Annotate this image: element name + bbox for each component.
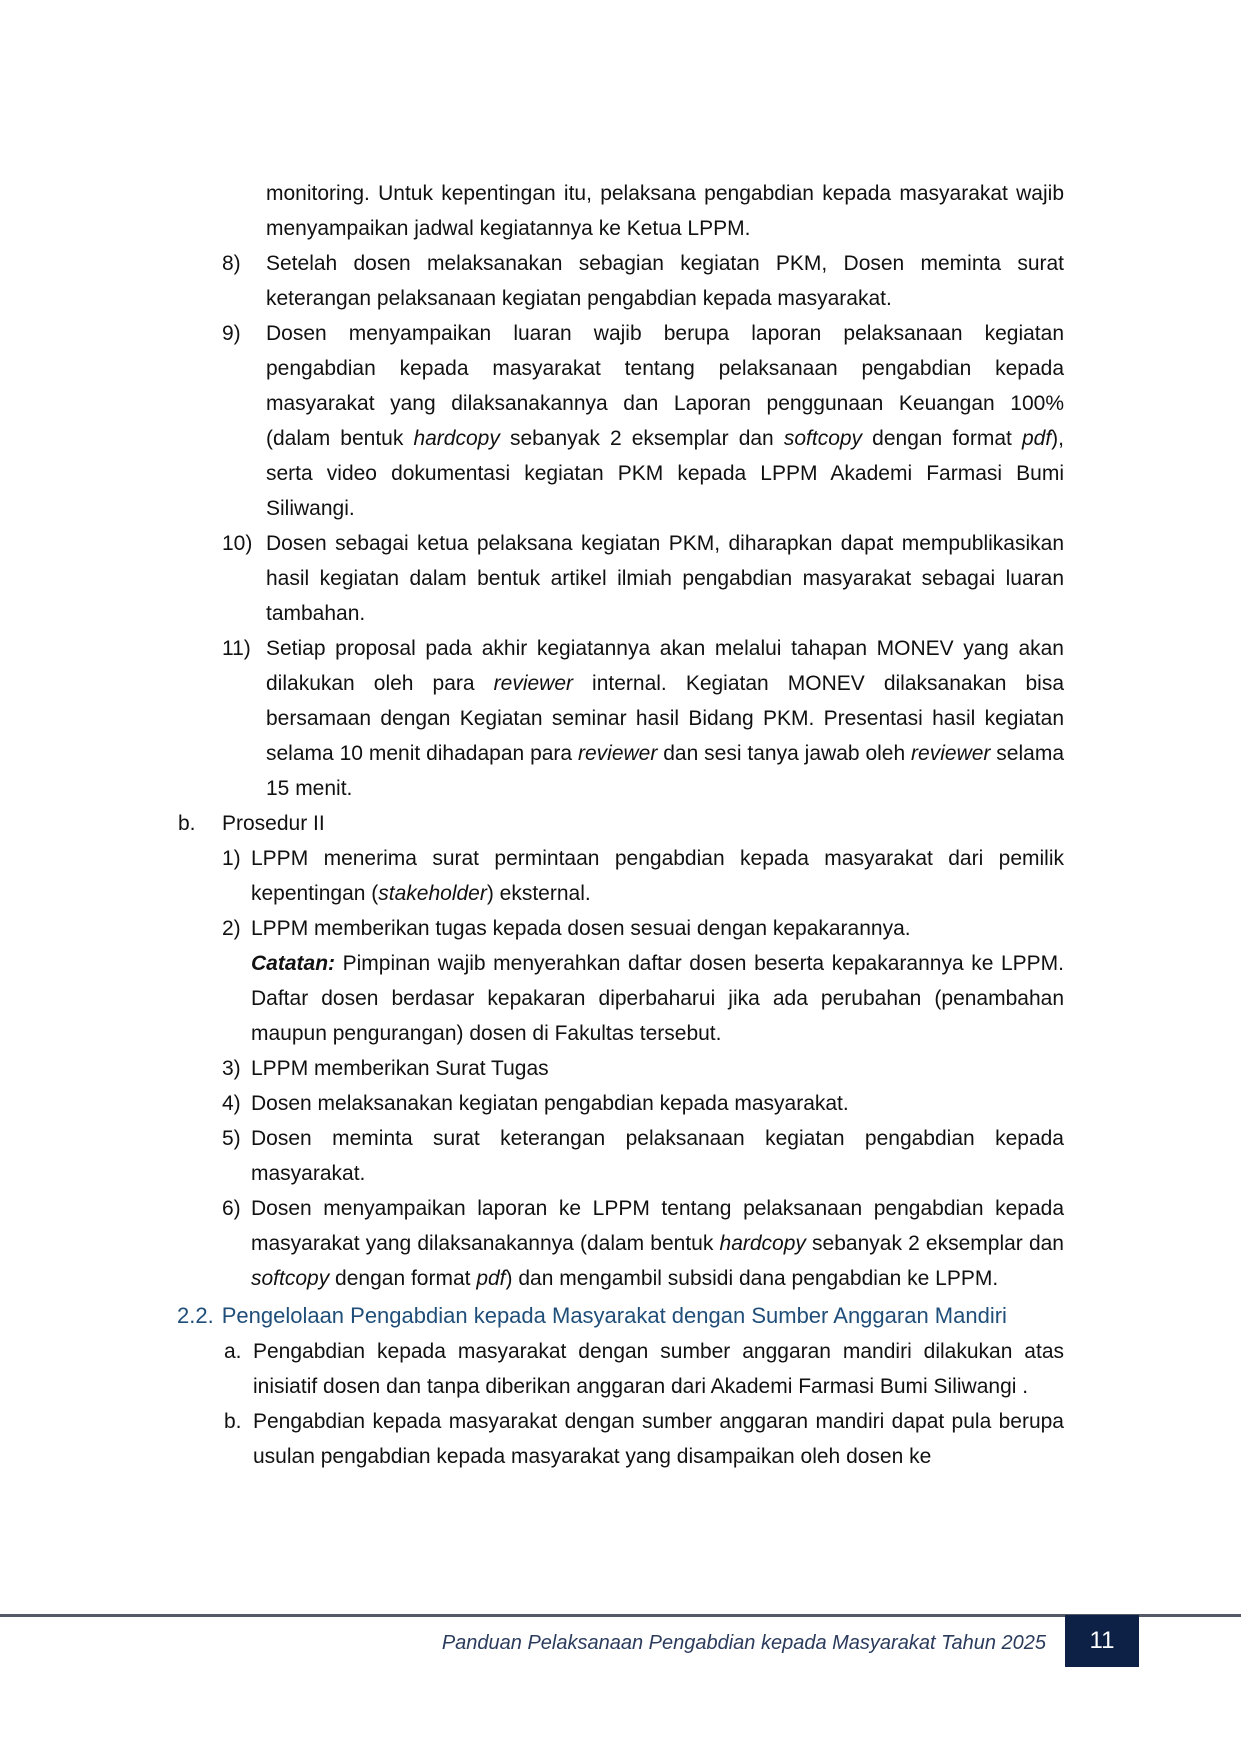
note-label: Catatan: bbox=[251, 952, 336, 975]
item-text: Setiap proposal pada akhir kegiatannya akan melalui tahapan MONEV yang akan dilakukan oleh para bbox=[266, 637, 1064, 695]
italic-term: reviewer bbox=[578, 742, 658, 765]
footer-divider bbox=[0, 1614, 1241, 1617]
item-number: 6) bbox=[222, 1197, 241, 1220]
item-text: Dosen meminta surat keterangan pelaksanaan kegiatan pengabdian kepada masyarakat. bbox=[251, 1127, 1064, 1185]
item-text: Dosen melaksanakan kegiatan pengabdian kepada masyarakat. bbox=[251, 1092, 849, 1115]
italic-term: softcopy bbox=[783, 427, 863, 450]
item-text: ), serta video dokumentasi kegiatan PKM kepada LPPM Akademi Farmasi Bumi Siliwangi. bbox=[266, 427, 1064, 520]
item-number: 11) bbox=[222, 637, 251, 660]
item-text: sebanyak 2 eksemplar dan bbox=[805, 1232, 1064, 1255]
item-text: dengan format bbox=[329, 1267, 477, 1290]
note-text: Pimpinan wajib menyerahkan daftar dosen beserta kepakarannya ke LPPM. Daftar dosen berdasar kepakaran diperbaharui jika ada perubahan (penambahan maupun pengurangan) dosen di Fakultas tersebut. bbox=[251, 952, 1064, 1045]
italic-term: reviewer bbox=[911, 742, 991, 765]
item-number: 3) bbox=[222, 1057, 241, 1080]
item-text: Dosen menyampaikan luaran wajib berupa laporan pelaksanaan kegiatan pengabdian kepada masyarakat tentang pelaksanaan pengabdian kepada masyarakat yang dilaksanakannya dan Laporan penggunaan Keuangan 100% (dalam bentuk bbox=[266, 322, 1064, 450]
item-text: LPPM memberikan tugas kepada dosen sesuai dengan kepakarannya. bbox=[251, 917, 911, 940]
heading-text: Pengelolaan Pengabdian kepada Masyarakat dengan Sumber Anggaran Mandiri bbox=[221, 1303, 1007, 1328]
item-number: 4) bbox=[222, 1092, 241, 1115]
item-text: Dosen sebagai ketua pelaksana kegiatan PKM, diharapkan dapat mempublikasikan hasil kegiatan dalam bentuk artikel ilmiah pengabdian masyarakat sebagai luaran tambahan. bbox=[266, 532, 1064, 625]
procedure-item-5 bbox=[222, 1121, 1064, 1191]
item-number: b. bbox=[178, 812, 196, 835]
item-text: selama 15 menit. bbox=[266, 742, 1064, 800]
item-number: 2) bbox=[222, 917, 241, 940]
subsection-item-a bbox=[224, 1334, 1064, 1404]
item-text: LPPM menerima surat permintaan pengabdian kepada masyarakat dari pemilik kepentingan ( bbox=[251, 847, 1064, 905]
procedure-item-3 bbox=[222, 1051, 1064, 1086]
italic-term: stakeholder bbox=[378, 882, 487, 905]
subsection-item-b bbox=[224, 1404, 1064, 1474]
page-content bbox=[0, 176, 1241, 1474]
item-text: Pengabdian kepada masyarakat dengan sumber anggaran mandiri dapat pula berupa usulan pengabdian kepada masyarakat yang disampaikan oleh dosen ke bbox=[253, 1410, 1064, 1468]
procedure-item-1 bbox=[222, 841, 1064, 911]
item-number: b. bbox=[224, 1410, 242, 1433]
item-text: LPPM memberikan Surat Tugas bbox=[251, 1057, 549, 1080]
item-text: ) eksternal. bbox=[486, 882, 591, 905]
italic-term: hardcopy bbox=[413, 427, 500, 450]
italic-term: softcopy bbox=[251, 1267, 330, 1290]
footer-title: Panduan Pelaksanaan Pengabdian kepada Masyarakat Tahun 2025 bbox=[441, 1632, 1046, 1654]
list-item-10 bbox=[222, 526, 1064, 631]
section-title: Prosedur II bbox=[222, 812, 325, 835]
item-number: 1) bbox=[222, 847, 241, 870]
list-item-8 bbox=[222, 246, 1064, 316]
italic-term: pdf bbox=[1021, 427, 1052, 450]
item-number: 5) bbox=[222, 1127, 241, 1150]
italic-term: reviewer bbox=[493, 672, 573, 695]
item-number: 10) bbox=[222, 532, 253, 555]
item-text: dengan format bbox=[862, 427, 1022, 450]
list-item-continuation bbox=[266, 176, 1064, 246]
item-text: Dosen menyampaikan laporan ke LPPM tentang pelaksanaan pengabdian kepada masyarakat yang dilaksanakannya (dalam bentuk bbox=[251, 1197, 1064, 1255]
item-text: dan sesi tanya jawab oleh bbox=[657, 742, 912, 765]
item-text: ) dan mengambil subsidi dana pengabdian ke LPPM. bbox=[505, 1267, 999, 1290]
procedure-item-4 bbox=[222, 1086, 1064, 1121]
list-item-11 bbox=[222, 631, 1065, 806]
heading-number: 2.2. bbox=[177, 1303, 214, 1328]
item-text: monitoring. Untuk kepentingan itu, pelaksana pengabdian kepada masyarakat wajib menyampaikan jadwal kegiatannya ke Ketua LPPM. bbox=[266, 182, 1064, 240]
procedure-item-6 bbox=[222, 1191, 1064, 1296]
page-number: 11 bbox=[1065, 1615, 1139, 1667]
item-text: sebanyak 2 eksemplar dan bbox=[499, 427, 784, 450]
item-number: 8) bbox=[222, 252, 241, 275]
item-number: 9) bbox=[222, 322, 241, 345]
list-item-9 bbox=[222, 316, 1064, 526]
item-text: internal. Kegiatan MONEV dilaksanakan bisa bersamaan dengan Kegiatan seminar hasil Bidang PKM. Presentasi hasil kegiatan selama 10 menit dihadapan para bbox=[266, 672, 1065, 765]
italic-term: hardcopy bbox=[719, 1232, 806, 1255]
item-number: a. bbox=[224, 1340, 242, 1363]
item-text: Pengabdian kepada masyarakat dengan sumber anggaran mandiri dilakukan atas inisiatif dosen dan tanpa diberikan anggaran dari Akademi Farmasi Bumi Siliwangi . bbox=[253, 1340, 1064, 1398]
italic-term: pdf bbox=[476, 1267, 506, 1290]
item-text: Setelah dosen melaksanakan sebagian kegiatan PKM, Dosen meminta surat keterangan pelaksanaan kegiatan pengabdian kepada masyarakat. bbox=[266, 252, 1064, 310]
procedure-item-2 bbox=[222, 911, 1064, 946]
section-b bbox=[178, 806, 1064, 841]
section-heading-2-2 bbox=[177, 1298, 1064, 1334]
note-paragraph bbox=[251, 946, 1064, 1051]
